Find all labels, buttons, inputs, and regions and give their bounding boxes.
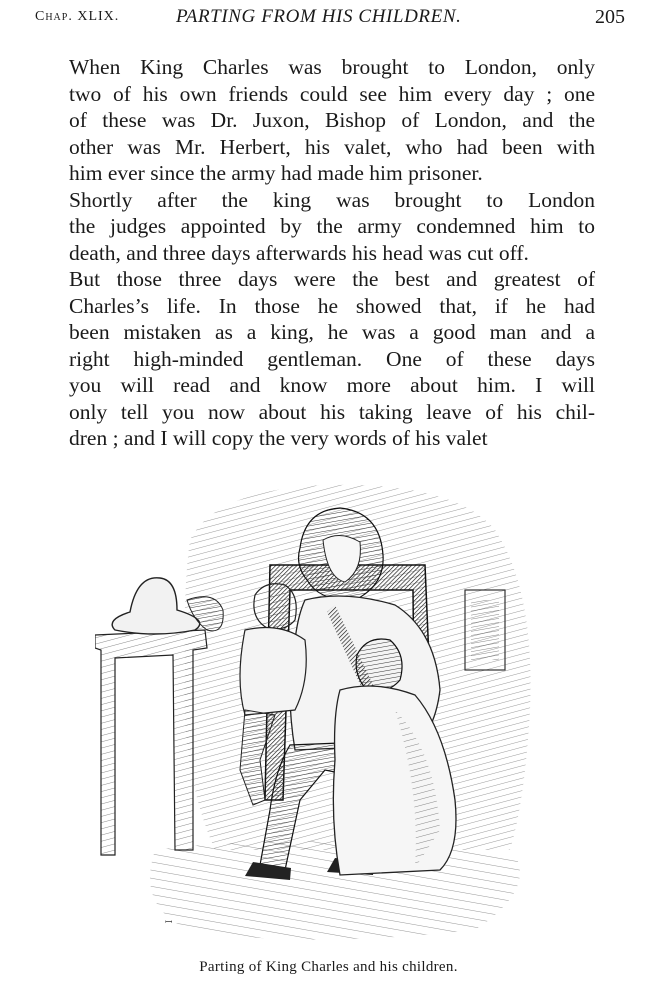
paragraph-2 bbox=[69, 187, 595, 267]
chapter-label: Chap. XLIX. bbox=[35, 9, 120, 24]
boy-head bbox=[254, 584, 296, 629]
text-line: only tell you now about his taking leave of his chil- bbox=[69, 399, 595, 424]
artist-mark: ꟷ bbox=[165, 917, 173, 927]
text-line: dren ; and I will copy the very words of his valet bbox=[69, 426, 488, 450]
page-number: 205 bbox=[595, 6, 625, 28]
running-title: PARTING FROM HIS CHILDREN. bbox=[176, 6, 462, 27]
boy-body bbox=[240, 628, 306, 715]
text-line: right high-minded gentleman. One of these days bbox=[69, 346, 595, 371]
text-line: two of his own friends could see him every day ; one bbox=[69, 81, 595, 106]
body-text bbox=[69, 54, 595, 452]
figure-caption: Parting of King Charles and his children. bbox=[199, 959, 458, 975]
text-line: When King Charles was brought to London, only bbox=[69, 55, 595, 79]
side-table bbox=[95, 630, 207, 855]
text-line: you will read and know more about him. I will bbox=[69, 373, 595, 397]
text-line: him ever since the army had made him prisoner. bbox=[69, 161, 483, 185]
running-head bbox=[35, 6, 625, 32]
text-line: other was Mr. Herbert, his valet, who had been with bbox=[69, 134, 595, 159]
text-line: But those three days were the best and greatest of bbox=[69, 267, 595, 291]
text-line: of these was Dr. Juxon, Bishop of London, and the bbox=[69, 108, 595, 132]
girl-head bbox=[356, 639, 402, 691]
paragraph-3 bbox=[69, 266, 595, 452]
paragraph-1 bbox=[69, 54, 595, 187]
text-line: Charles’s life. In those he showed that, if he had bbox=[69, 293, 595, 318]
wall-panel bbox=[471, 600, 499, 660]
text-line: death, and three days afterwards his head was cut off. bbox=[69, 240, 529, 265]
text-line: been mistaken as a king, he was a good man and a bbox=[69, 320, 595, 344]
text-line: Shortly after the king was brought to London bbox=[69, 187, 595, 212]
text-line: the judges appointed by the army condemned him to bbox=[69, 214, 595, 238]
floor bbox=[150, 841, 520, 939]
engraving-illustration bbox=[95, 470, 555, 950]
